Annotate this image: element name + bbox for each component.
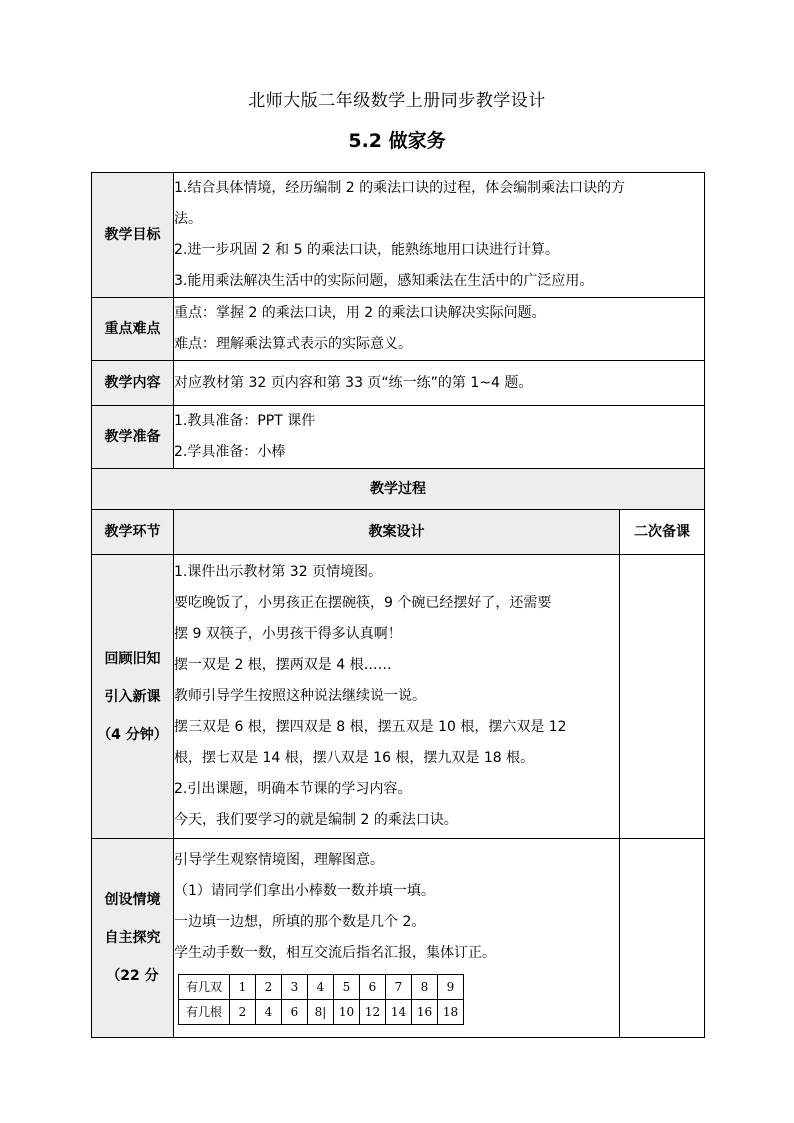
review-notes: [620, 555, 705, 839]
sticks-row-label: 有几根: [179, 1000, 230, 1025]
column-design: 教案设计: [174, 510, 620, 555]
pairs-row-label: 有几双: [179, 975, 230, 1000]
pairs-cell: 9: [438, 975, 464, 1000]
preparation-line: 1.教具准备：PPT 课件: [174, 413, 316, 429]
pairs-cell: 3: [282, 975, 308, 1000]
review-line: 教师引导学生按照这种说法继续说一说。: [174, 688, 426, 704]
content-label: 教学内容: [92, 361, 174, 406]
review-row: [92, 555, 705, 839]
objectives-content: [174, 173, 705, 298]
explore-label-line: 自主探究: [104, 930, 161, 946]
objective-line: 法。: [174, 211, 202, 227]
review-label-line: 回顾旧知: [104, 650, 161, 667]
pairs-cell: 4: [308, 975, 334, 1000]
pairs-cell: 6: [360, 975, 386, 1000]
explore-label: [92, 839, 174, 1038]
review-line: 今天，我们要学习的就是编制 2 的乘法口诀。: [174, 812, 458, 828]
sticks-cell: 18: [438, 1000, 464, 1025]
document-title: 北师大版二年级数学上册同步教学设计: [248, 91, 546, 111]
lesson-plan-table: [91, 172, 705, 1038]
preparation-content: [174, 406, 705, 469]
pairs-cell: 7: [386, 975, 412, 1000]
explore-line: 引导学生观察情境图，理解图意。: [174, 852, 384, 868]
objectives-row: [92, 173, 705, 298]
preparation-label: 教学准备: [92, 406, 174, 469]
review-line: 要吃晚饭了，小男孩正在摆碗筷，9 个碗已经摆好了，还需要: [174, 595, 552, 611]
explore-content: [174, 839, 620, 1038]
pairs-cell: 8: [412, 975, 438, 1000]
explore-label-line: 创设情境: [104, 892, 161, 908]
explore-line: 学生动手数一数，相互交流后指名汇报，集体订正。: [174, 945, 496, 961]
review-line: 1.课件出示教材第 32 页情境图。: [174, 564, 383, 580]
content-line: 对应教材第 32 页内容和第 33 页“练一练”的第 1~4 题。: [174, 374, 533, 391]
pairs-row: [179, 975, 464, 1000]
sticks-cell: 2: [230, 1000, 256, 1025]
review-content: [174, 555, 620, 839]
column-stage: 教学环节: [92, 510, 174, 555]
review-label-line: 引入新课: [104, 688, 161, 705]
explore-row: [92, 839, 705, 1038]
content-text: [174, 361, 705, 406]
pairs-cell: 2: [256, 975, 282, 1000]
process-header: 教学过程: [92, 469, 705, 510]
objective-line: 1.结合具体情境，经历编制 2 的乘法口诀的过程，体会编制乘法口诀的方: [174, 180, 626, 196]
sticks-cell: 14: [386, 1000, 412, 1025]
pairs-cell: 5: [334, 975, 360, 1000]
key-points-row: [92, 298, 705, 361]
objective-line: 2.进一步巩固 2 和 5 的乘法口诀，能熟练地用口诀进行计算。: [174, 242, 559, 258]
review-line: 根，摆七双是 14 根，摆八双是 16 根，摆九双是 18 根。: [174, 750, 535, 766]
review-line: 摆一双是 2 根，摆两双是 4 根……: [174, 657, 392, 673]
review-line: 2.引出课题，明确本节课的学习内容。: [174, 781, 412, 797]
pairs-table: [178, 974, 464, 1025]
preparation-row: [92, 406, 705, 469]
explore-line: （1）请同学们拿出小棒数一数并填一填。: [174, 883, 435, 899]
review-line: 摆 9 双筷子，小男孩干得多认真啊！: [174, 626, 402, 642]
content-row: [92, 361, 705, 406]
objectives-label: 教学目标: [92, 173, 174, 298]
sticks-cell: 12: [360, 1000, 386, 1025]
explore-notes: [620, 839, 705, 1038]
explore-line: 一边填一边想，所填的那个数是几个 2。: [174, 914, 426, 930]
key-point-line: 难点：理解乘法算式表示的实际意义。: [174, 336, 412, 352]
column-notes: 二次备课: [620, 510, 705, 555]
lesson-title: 5.2 做家务: [348, 130, 446, 152]
explore-label-line: （22 分: [106, 968, 159, 984]
review-label: [92, 555, 174, 839]
review-line: 摆三双是 6 根，摆四双是 8 根，摆五双是 10 根，摆六双是 12: [174, 719, 567, 735]
sticks-cell: 8|: [308, 1000, 334, 1025]
key-points-content: [174, 298, 705, 361]
sticks-cell: 6: [282, 1000, 308, 1025]
column-header-row: [92, 510, 705, 555]
key-point-line: 重点：掌握 2 的乘法口诀，用 2 的乘法口诀解决实际问题。: [174, 305, 546, 321]
pairs-cell: 1: [230, 975, 256, 1000]
sticks-row: [179, 1000, 464, 1025]
review-label-line: （4 分钟）: [97, 726, 168, 743]
key-points-label: 重点难点: [92, 298, 174, 361]
sticks-cell: 16: [412, 1000, 438, 1025]
sticks-cell: 10: [334, 1000, 360, 1025]
objective-line: 3.能用乘法解决生活中的实际问题，感知乘法在生活中的广泛应用。: [174, 273, 594, 289]
sticks-cell: 4: [256, 1000, 282, 1025]
preparation-line: 2.学具准备：小棒: [174, 444, 286, 460]
process-header-row: [92, 469, 705, 510]
